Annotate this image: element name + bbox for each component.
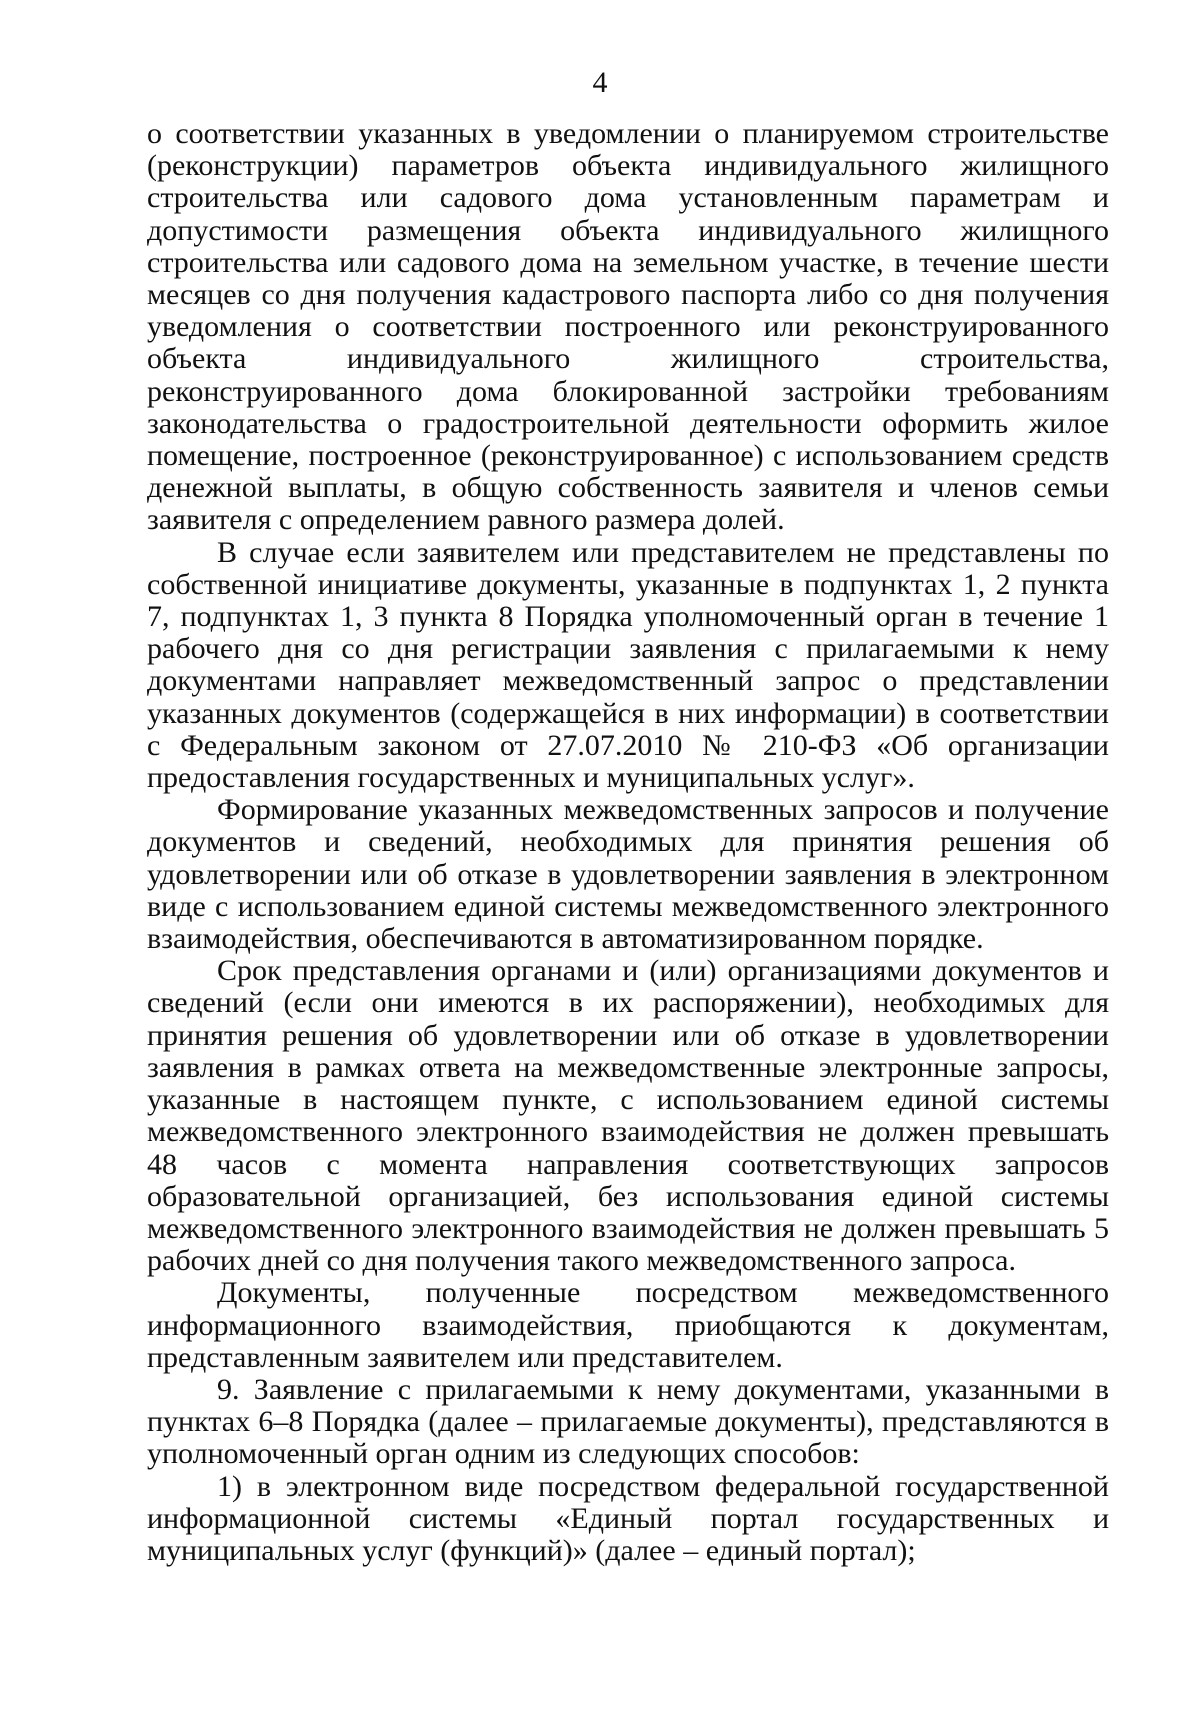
paragraph: В случае если заявителем или представителем не представлены по собственной инициативе документы, указанные в подпунктах 1, 2 пункта 7, подпунктах 1, 3 пункта 8 Порядка уполномоченный орган в течение 1 рабочего дня со дня регистрации заявления с прилагаемыми к нему документами направляет межведомственный запрос о представлении указанных документов (содержащейся в них информации) в соответствии с Федеральным законом от 27.07.2010 № 210-ФЗ «Об организации предоставления государственных и муниципальных услуг». <box>147 535 1109 795</box>
paragraph: 9. Заявление с прилагаемыми к нему документами, указанными в пунктах 6–8 Порядка (далее – прилагаемые документы), представляются в уполномоченный орган одним из следующих способов: <box>147 1372 1109 1471</box>
paragraph: Формирование указанных межведомственных запросов и получение документов и сведений, необходимых для принятия решения об удовлетворении или об отказе в удовлетворении заявления в электронном виде с использованием единой системы межведомственного электронного взаимодействия, обеспечиваются в автоматизированном порядке. <box>147 793 1109 956</box>
paragraph: о соответствии указанных в уведомлении о планируемом строительстве (реконструкции) параметров объекта индивидуального жилищного строительства или садового дома установленным параметрам и допустимости размещения объекта индивидуального жилищного строительства или садового дома на земельном участке, в течение шести месяцев со дня получения кадастрового паспорта либо со дня получения уведомления о соответствии построенного или реконструированного объекта индивидуального жилищного строительства, реконструированного дома блокированной застройки требованиям законодательства о градостроительной деятельности оформить жилое помещение, построенное (реконструированное) с использованием средств денежной выплаты, в общую собственность заявителя и членов семьи заявителя с определением равного размера долей. <box>147 117 1109 537</box>
document-body <box>147 118 1109 1567</box>
page-number: 4 <box>592 66 608 99</box>
paragraph: Срок представления органами и (или) организациями документов и сведений (если они имеются в их распоряжении), необходимых для принятия решения об удовлетворении или об отказе в удовлетворении заявления в рамках ответа на межведомственные электронные запросы, указанные в настоящем пункте, с использованием единой системы межведомственного электронного взаимодействия не должен превышать 48 часов с момента направления соответствующих запросов образовательной организацией, без использования единой системы межведомственного электронного взаимодействия не должен превышать 5 рабочих дней со дня получения такого межведомственного запроса. <box>147 954 1109 1278</box>
paragraph: Документы, полученные посредством межведомственного информационного взаимодействия, приобщаются к документам, представленным заявителем или представителем. <box>147 1276 1109 1374</box>
paragraph: 1) в электронном виде посредством федеральной государственной информационной системы «Единый портал государственных и муниципальных услуг (функций)» (далее – единый портал); <box>147 1469 1109 1567</box>
